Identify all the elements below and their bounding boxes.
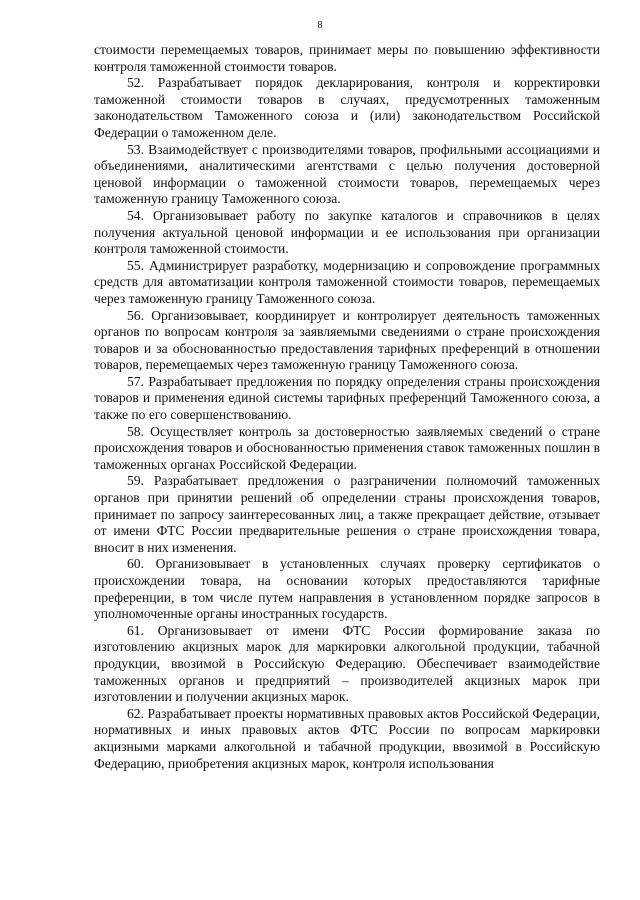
paragraph-54: 54. Организовывает работу по закупке каталогов и справочников в целях получения актуальной ценовой информации и ее использования при организации контроля таможенной стоимости. — [94, 207, 600, 257]
paragraph-58: 58. Осуществляет контроль за достоверностью заявляемых сведений о стране происхождения товаров и обоснованностью применения ставок таможенных пошлин в таможенных органах Российской Федерации. — [94, 423, 600, 472]
paragraph-52: 52. Разрабатывает порядок декларирования, контроля и корректировки таможенной стоимости товаров в случаях, предусмотренных таможенным законодательством Таможенного союза и (или) законодательством Российской Федерации о таможенном деле. — [94, 75, 600, 140]
paragraph-61: 61. Организовывает от имени ФТС России формирование заказа по изготовлению акцизных марок для маркировки алкогольной продукции, табачной продукции, ввозимой в Российскую Федерацию. Обеспечивает взаимодействие таможенных органов и предприятий – производителей акцизных марок при изготовлении и получении акцизных марок. — [94, 622, 600, 705]
paragraph-53: 53. Взаимодействует с производителями товаров, профильными ассоциациями и объединениями, аналитическими агентствами с целью получения достоверной ценовой информации о таможенной стоимости товаров, перемещаемых через таможенную границу Таможенного союза. — [94, 141, 600, 207]
paragraph-57: 57. Разрабатывает предложения по порядку определения страны происхождения товаров и применения единой системы тарифных преференций Таможенного союза, а также по его совершенствованию. — [94, 373, 600, 423]
paragraph-56: 56. Организовывает, координирует и контролирует деятельность таможенных органов по вопросам контроля за заявляемыми сведениями о стране происхождения товаров и за обоснованностью предоставления тарифных преференций в отношении товаров, перемещаемых через таможенную границу Таможенного союза. — [94, 307, 600, 373]
paragraph-59: 59. Разрабатывает предложения о разграничении полномочий таможенных органов при принятии решений об определении страны происхождения товаров, принимает по запросу заинтересованных лиц, а также прекращает действие, отзывает от имени ФТС России предварительные решения о стране происхождения товара, вносит в них изменения. — [94, 473, 600, 555]
paragraph-62: 62. Разрабатывает проекты нормативных правовых актов Российской Федерации, нормативных и иных правовых актов ФТС России по вопросам маркировки акцизными марками алкогольной и табачной продукции, ввозимой в Российскую Федерацию, приобретения акцизных марок, контроля использования — [94, 705, 600, 771]
paragraph-continuation: стоимости перемещаемых товаров, принимает меры по повышению эффективности контроля таможенной стоимости товаров. — [94, 42, 600, 74]
paragraph-60: 60. Организовывает в установленных случаях проверку сертификатов о происхождении товара, на основании которых предоставляются тарифные преференции, в том числе путем направления в установленном порядке запросов в уполномоченные органы иностранных государств. — [94, 556, 600, 622]
paragraph-55: 55. Администрирует разработку, модернизацию и сопровождение программных средств для автоматизации контроля таможенной стоимости товаров, перемещаемых через таможенную границу Таможенного союза. — [94, 257, 600, 306]
document-body — [94, 42, 600, 772]
page-number: 8 — [317, 20, 323, 31]
